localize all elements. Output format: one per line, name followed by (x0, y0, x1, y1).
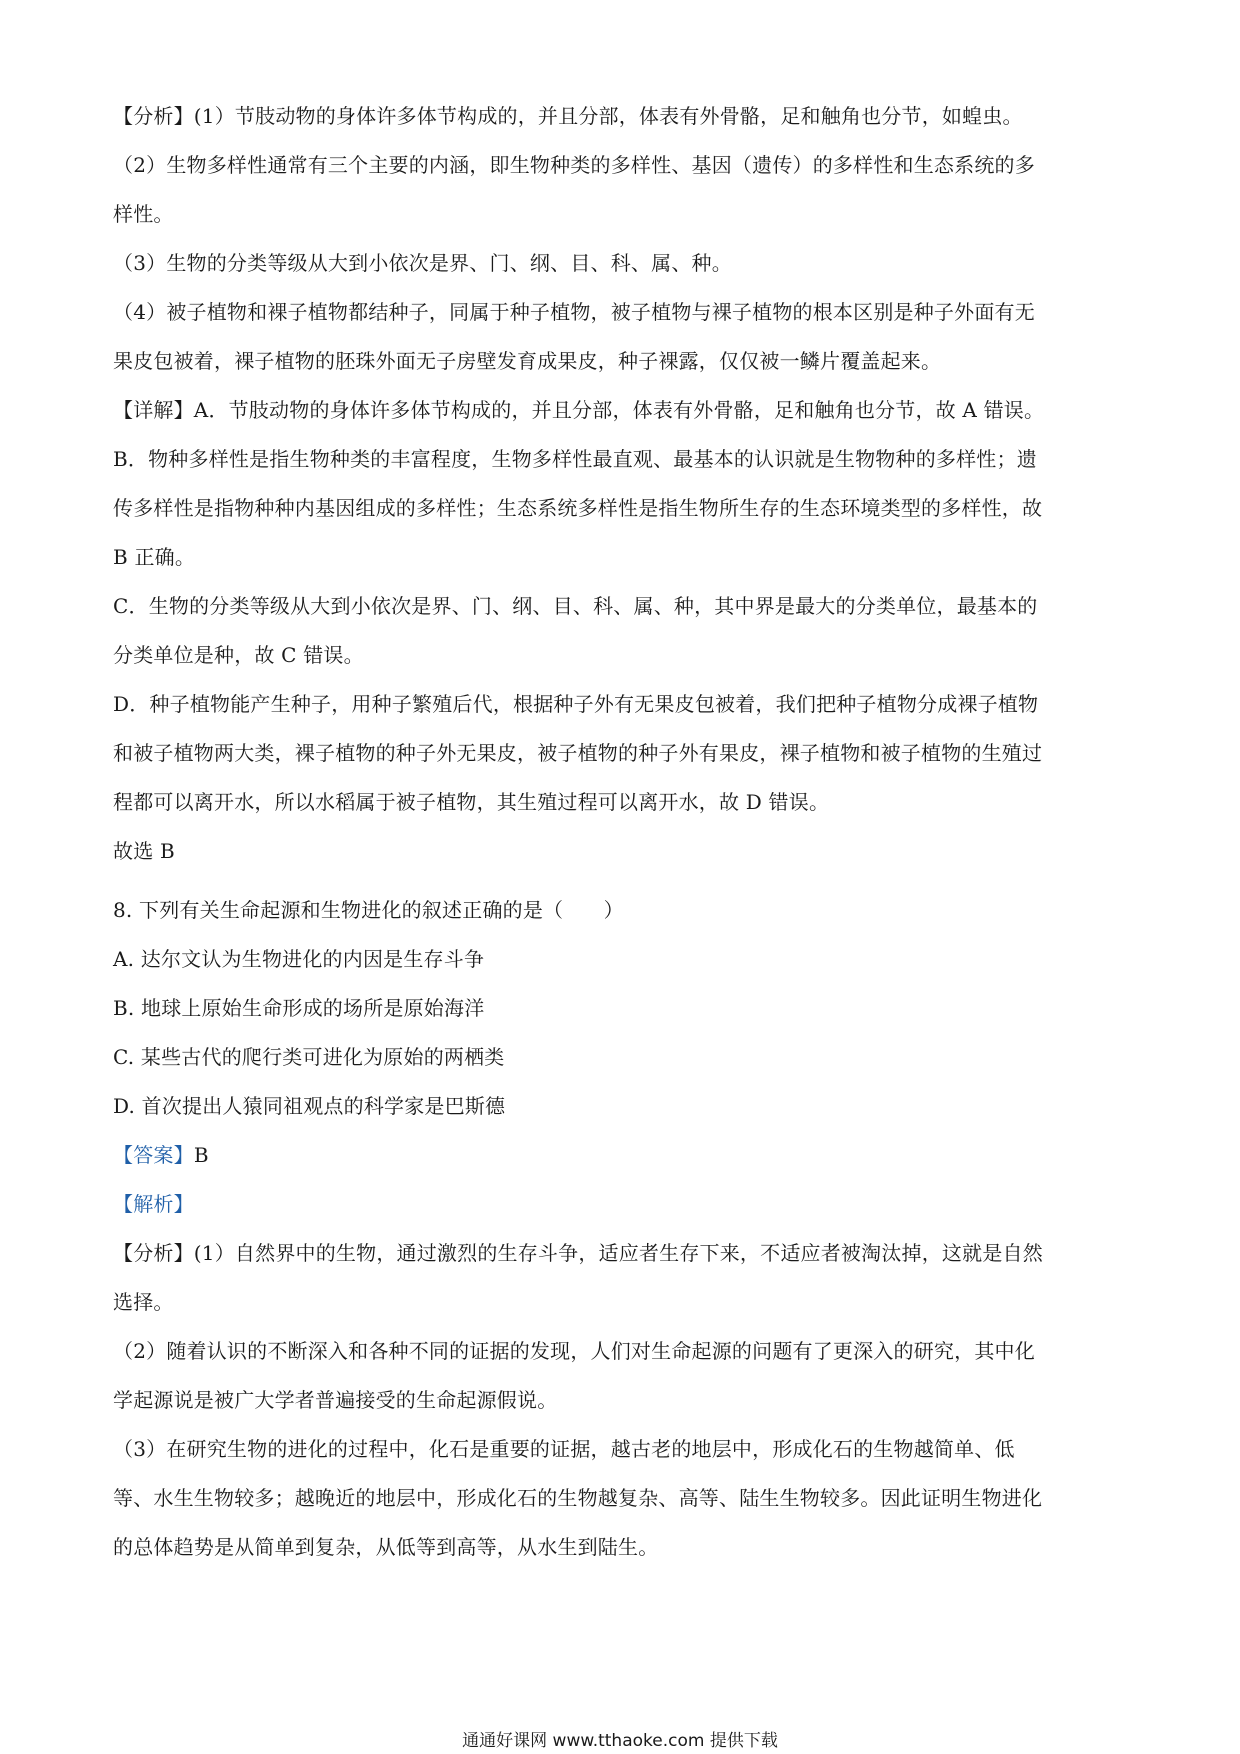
text-line: C．生物的分类等级从大到小依次是界、门、纲、目、科、属、种，其中界是最大的分类单位，最基本的 (113, 594, 1038, 618)
analysis-line: 学起源说是被广大学者普遍接受的生命起源假说。 (113, 1388, 558, 1412)
text-line: 【详解】A．节肢动物的身体许多体节构成的，并且分部，体表有外骨骼，足和触角也分节，故 A 错误。 (113, 398, 1045, 422)
question-stem: 8. 下列有关生命起源和生物进化的叙述正确的是（ ） (113, 898, 624, 922)
text-line: 【分析】(1）节肢动物的身体许多体节构成的，并且分部，体表有外骨骼，足和触角也分节，如蝗虫。 (113, 104, 1023, 128)
option-d: D. 首次提出人猿同祖观点的科学家是巴斯德 (113, 1094, 506, 1118)
page-footer: 通通好课网 www.tthaoke.com 提供下载 (462, 1731, 778, 1751)
text-line: D．种子植物能产生种子，用种子繁殖后代，根据种子外有无果皮包被着，我们把种子植物分成裸子植物 (113, 692, 1039, 716)
text-line: 样性。 (113, 202, 174, 226)
analysis-line: 【分析】(1）自然界中的生物，通过激烈的生存斗争，适应者生存下来，不适应者被淘汰掉，这就是自然 (113, 1241, 1043, 1265)
text-line: 和被子植物两大类，裸子植物的种子外无果皮，被子植物的种子外有果皮，裸子植物和被子植物的生殖过 (113, 741, 1043, 765)
text-line: （3）生物的分类等级从大到小依次是界、门、纲、目、科、属、种。 (113, 251, 732, 275)
text-line: 传多样性是指物种种内基因组成的多样性；生态系统多样性是指生物所生存的生态环境类型的多样性，故 (113, 496, 1043, 520)
answer-label: 【答案】 (113, 1143, 194, 1167)
text-line: 程都可以离开水，所以水稻属于被子植物，其生殖过程可以离开水，故 D 错误。 (113, 790, 830, 814)
text-line: 故选 B (113, 839, 175, 863)
answer-line (113, 1131, 1128, 1180)
analysis-line: （2）随着认识的不断深入和各种不同的证据的发现，人们对生命起源的问题有了更深入的研究，其中化 (113, 1339, 1035, 1363)
analysis-label: 【解析】 (113, 1192, 194, 1216)
text-line: B．物种多样性是指生物种类的丰富程度，生物多样性最直观、最基本的认识就是生物物种的多样性；遗 (113, 447, 1037, 471)
option-a: A. 达尔文认为生物进化的内因是生存斗争 (113, 947, 485, 971)
option-b: B. 地球上原始生命形成的场所是原始海洋 (113, 996, 485, 1020)
analysis-line: 等、水生生物较多；越晚近的地层中，形成化石的生物越复杂、高等、陆生生物较多。因此证明生物进化 (113, 1486, 1043, 1510)
analysis-line: （3）在研究生物的进化的过程中，化石是重要的证据，越古老的地层中，形成化石的生物越简单、低 (113, 1437, 1015, 1461)
text-line: （2）生物多样性通常有三个主要的内涵，即生物种类的多样性、基因（遗传）的多样性和生态系统的多 (113, 153, 1035, 177)
spacer (113, 876, 1128, 886)
option-c: C. 某些古代的爬行类可进化为原始的两栖类 (113, 1045, 505, 1069)
text-line: 分类单位是种，故 C 错误。 (113, 643, 364, 667)
page-content (113, 92, 1128, 1572)
analysis-line: 选择。 (113, 1290, 174, 1314)
text-line: （4）被子植物和裸子植物都结种子，同属于种子植物，被子植物与裸子植物的根本区别是种子外面有无 (113, 300, 1035, 324)
answer-value: B (193, 1143, 209, 1167)
text-line: 果皮包被着，裸子植物的胚珠外面无子房壁发育成果皮，种子裸露，仅仅被一鳞片覆盖起来。 (113, 349, 942, 373)
analysis-line: 的总体趋势是从简单到复杂，从低等到高等，从水生到陆生。 (113, 1535, 659, 1559)
text-line: B 正确。 (113, 545, 196, 569)
